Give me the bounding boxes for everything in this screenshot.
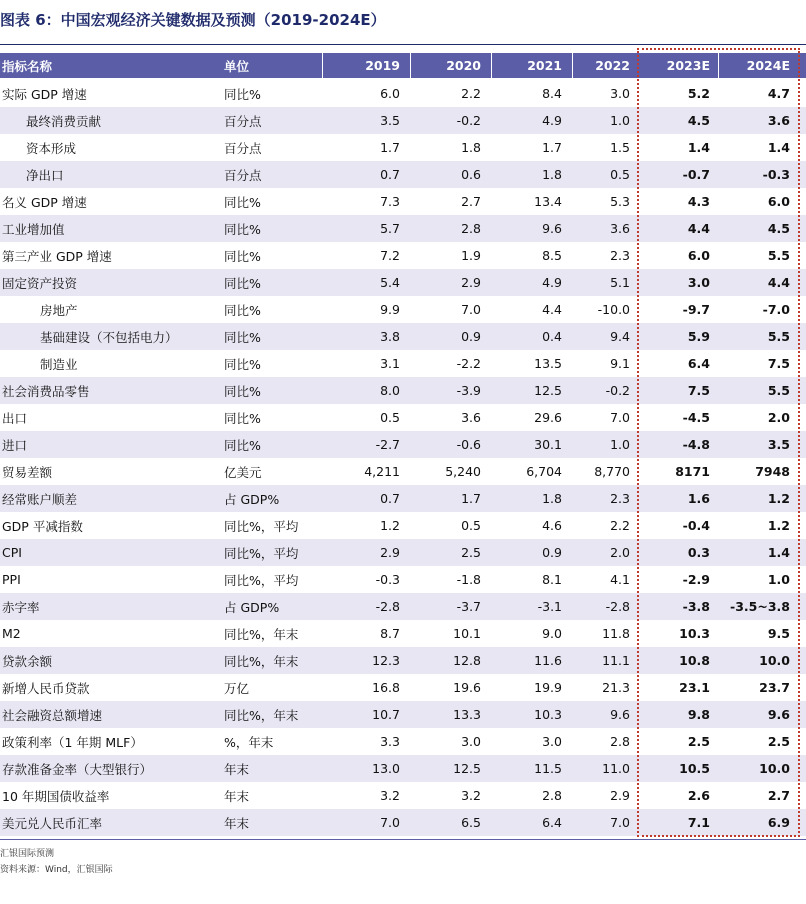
row-value-2019: -2.8	[375, 599, 400, 614]
row-indicator-name: 社会消费品零售	[2, 383, 90, 399]
row-value-2020: 12.5	[453, 761, 481, 776]
row-value-2024e: 6.9	[767, 815, 790, 830]
row-indicator-name: 社会融资总额增速	[2, 707, 103, 723]
row-unit: 年末	[224, 788, 250, 804]
row-value-2021: 1.7	[542, 140, 562, 155]
row-value-2019: 10.7	[372, 707, 400, 722]
row-value-2019: 7.2	[380, 248, 400, 263]
row-value-2019: -0.3	[375, 572, 400, 587]
row-value-2019: 5.7	[380, 221, 400, 236]
row-indicator-name: 进口	[2, 437, 28, 453]
row-value-2021: 1.8	[542, 167, 562, 182]
row-value-2023e: -9.7	[682, 302, 710, 317]
row-value-2021: 12.5	[534, 383, 562, 398]
row-value-2024e: 2.0	[767, 410, 790, 425]
row-value-2019: 3.5	[380, 113, 400, 128]
row-value-2020: 1.9	[461, 248, 481, 263]
row-value-2022: 11.1	[602, 653, 630, 668]
row-value-2023e: 6.4	[687, 356, 710, 371]
row-value-2023e: 1.6	[687, 491, 710, 506]
row-value-2022: -0.2	[605, 383, 630, 398]
row-value-2021: 13.4	[534, 194, 562, 209]
row-value-2020: 2.2	[461, 86, 481, 101]
row-value-2023e: -2.9	[682, 572, 710, 587]
row-value-2022: 9.1	[610, 356, 630, 371]
row-unit: 同比%，年末	[224, 626, 299, 642]
row-indicator-name: 工业增加值	[2, 221, 65, 237]
header-name: 指标名称	[2, 58, 53, 74]
row-value-2023e: -4.8	[682, 437, 710, 452]
row-value-2020: 1.7	[461, 491, 481, 506]
row-value-2024e: 1.4	[767, 545, 790, 560]
row-value-2020: 2.9	[461, 275, 481, 290]
row-value-2022: 9.6	[610, 707, 630, 722]
row-value-2019: 7.0	[380, 815, 400, 830]
row-indicator-name: 美元兑人民币汇率	[2, 815, 103, 831]
row-value-2022: 5.1	[610, 275, 630, 290]
row-value-2023e: 9.8	[687, 707, 710, 722]
row-value-2024e: 23.7	[759, 680, 790, 695]
row-value-2019: 0.7	[380, 167, 400, 182]
row-value-2021: 8.4	[542, 86, 562, 101]
row-value-2020: -1.8	[456, 572, 481, 587]
row-value-2023e: 6.0	[687, 248, 710, 263]
row-indicator-name: 新增人民币贷款	[2, 680, 90, 696]
header-year-2022: 2022	[595, 58, 630, 73]
row-unit: 同比%，平均	[224, 545, 299, 561]
row-value-2021: 13.5	[534, 356, 562, 371]
row-value-2019: 12.3	[372, 653, 400, 668]
row-value-2023e: 2.6	[687, 788, 710, 803]
header-year-2021: 2021	[527, 58, 562, 73]
row-value-2024e: -3.5~3.8	[730, 599, 790, 614]
row-value-2020: 1.8	[461, 140, 481, 155]
row-value-2023e: 10.3	[679, 626, 710, 641]
row-value-2021: 9.0	[542, 626, 562, 641]
row-unit: 同比%	[224, 356, 261, 372]
row-value-2019: 3.1	[380, 356, 400, 371]
row-value-2020: 0.5	[461, 518, 481, 533]
row-indicator-name: 政策利率（1 年期 MLF）	[2, 734, 143, 750]
row-indicator-name: 10 年期国债收益率	[2, 788, 110, 804]
row-value-2020: 3.6	[461, 410, 481, 425]
row-value-2019: 1.2	[380, 518, 400, 533]
row-value-2024e: 2.7	[767, 788, 790, 803]
row-indicator-name: GDP 平减指数	[2, 518, 83, 534]
row-value-2020: 3.0	[461, 734, 481, 749]
header-separator	[572, 53, 573, 78]
row-value-2020: 2.7	[461, 194, 481, 209]
row-value-2019: 13.0	[372, 761, 400, 776]
row-value-2021: -3.1	[537, 599, 562, 614]
row-value-2023e: 0.3	[687, 545, 710, 560]
row-value-2024e: 4.4	[767, 275, 790, 290]
row-indicator-name: 存款准备金率（大型银行）	[2, 761, 153, 777]
row-value-2020: 12.8	[453, 653, 481, 668]
row-value-2024e: 10.0	[759, 653, 790, 668]
row-value-2022: 2.9	[610, 788, 630, 803]
row-value-2021: 9.6	[542, 221, 562, 236]
row-unit: 同比%	[224, 383, 261, 399]
row-value-2022: 7.0	[610, 410, 630, 425]
row-indicator-name: 净出口	[26, 167, 64, 183]
row-value-2023e: 7.1	[687, 815, 710, 830]
forecast-highlight-box	[637, 48, 800, 837]
row-value-2023e: 4.4	[687, 221, 710, 236]
row-value-2022: 8,770	[594, 464, 630, 479]
row-value-2023e: 10.8	[679, 653, 710, 668]
row-value-2021: 8.1	[542, 572, 562, 587]
row-value-2024e: 4.7	[767, 86, 790, 101]
row-value-2022: 7.0	[610, 815, 630, 830]
row-value-2019: 3.8	[380, 329, 400, 344]
row-value-2022: 3.6	[610, 221, 630, 236]
row-unit: 同比%	[224, 221, 261, 237]
row-value-2019: 3.3	[380, 734, 400, 749]
row-value-2019: 3.2	[380, 788, 400, 803]
row-value-2020: 13.3	[453, 707, 481, 722]
row-unit: 年末	[224, 815, 250, 831]
row-unit: 同比%	[224, 302, 261, 318]
row-value-2024e: 9.5	[767, 626, 790, 641]
row-value-2022: 21.3	[602, 680, 630, 695]
row-value-2022: 4.1	[610, 572, 630, 587]
row-value-2020: 3.2	[461, 788, 481, 803]
row-unit: 万亿	[224, 680, 250, 696]
row-indicator-name: 制造业	[40, 356, 78, 372]
row-value-2024e: -0.3	[762, 167, 790, 182]
row-indicator-name: 实际 GDP 增速	[2, 86, 87, 102]
row-value-2019: 0.7	[380, 491, 400, 506]
row-value-2020: 19.6	[453, 680, 481, 695]
row-value-2021: 1.8	[542, 491, 562, 506]
row-value-2022: 2.8	[610, 734, 630, 749]
page-title: 图表 6：中国宏观经济关键数据及预测（2019-2024E）	[0, 11, 386, 29]
row-value-2021: 8.5	[542, 248, 562, 263]
row-value-2019: 6.0	[380, 86, 400, 101]
row-value-2021: 4.4	[542, 302, 562, 317]
row-unit: 同比%	[224, 437, 261, 453]
row-value-2020: -3.9	[456, 383, 481, 398]
row-value-2022: 2.3	[610, 248, 630, 263]
row-value-2022: 11.8	[602, 626, 630, 641]
row-value-2019: 9.9	[380, 302, 400, 317]
row-value-2020: -2.2	[456, 356, 481, 371]
row-value-2024e: 1.0	[767, 572, 790, 587]
row-unit: 同比%	[224, 329, 261, 345]
row-value-2021: 0.4	[542, 329, 562, 344]
row-value-2023e: -4.5	[682, 410, 710, 425]
row-unit: 同比%，平均	[224, 518, 299, 534]
row-value-2022: 3.0	[610, 86, 630, 101]
row-value-2023e: 5.9	[687, 329, 710, 344]
row-value-2023e: 3.0	[687, 275, 710, 290]
row-value-2020: -3.7	[456, 599, 481, 614]
row-value-2020: -0.6	[456, 437, 481, 452]
row-indicator-name: 名义 GDP 增速	[2, 194, 87, 210]
row-value-2024e: -7.0	[762, 302, 790, 317]
header-unit: 单位	[224, 58, 250, 74]
row-indicator-name: CPI	[2, 545, 22, 560]
row-value-2021: 4.9	[542, 113, 562, 128]
note-source: 资料来源：Wind，汇银国际	[0, 865, 113, 875]
row-value-2024e: 5.5	[767, 248, 790, 263]
row-value-2024e: 9.6	[767, 707, 790, 722]
header-separator	[491, 53, 492, 78]
row-indicator-name: 资本形成	[26, 140, 77, 156]
row-indicator-name: 最终消费贡献	[26, 113, 102, 129]
row-value-2023e: 2.5	[687, 734, 710, 749]
row-unit: 同比%，年末	[224, 653, 299, 669]
row-value-2023e: 5.2	[687, 86, 710, 101]
row-value-2019: -2.7	[375, 437, 400, 452]
header-separator	[410, 53, 411, 78]
row-value-2019: 16.8	[372, 680, 400, 695]
row-value-2022: 5.3	[610, 194, 630, 209]
row-value-2023e: 23.1	[679, 680, 710, 695]
row-value-2021: 4.9	[542, 275, 562, 290]
row-value-2020: -0.2	[456, 113, 481, 128]
row-value-2019: 0.5	[380, 410, 400, 425]
row-value-2023e: -0.7	[682, 167, 710, 182]
row-value-2022: 2.0	[610, 545, 630, 560]
row-indicator-name: 赤字率	[2, 599, 40, 615]
row-value-2020: 5,240	[445, 464, 481, 479]
note-forecast: 汇银国际预测	[0, 849, 55, 859]
header-year-2019: 2019	[365, 58, 400, 73]
row-value-2021: 30.1	[534, 437, 562, 452]
row-value-2023e: 4.5	[687, 113, 710, 128]
row-value-2022: -2.8	[605, 599, 630, 614]
row-value-2019: 4,211	[364, 464, 400, 479]
row-value-2019: 1.7	[380, 140, 400, 155]
row-value-2024e: 5.5	[767, 329, 790, 344]
row-value-2024e: 5.5	[767, 383, 790, 398]
row-indicator-name: 经常账户顺差	[2, 491, 78, 507]
row-value-2021: 11.6	[534, 653, 562, 668]
header-year-2024e: 2024E	[746, 58, 790, 73]
row-unit: 占 GDP%	[224, 491, 280, 507]
row-unit: 同比%	[224, 86, 261, 102]
table-bottom-rule	[0, 839, 806, 840]
row-value-2021: 6.4	[542, 815, 562, 830]
row-value-2019: 5.4	[380, 275, 400, 290]
row-indicator-name: 第三产业 GDP 增速	[2, 248, 112, 264]
row-value-2024e: 3.5	[767, 437, 790, 452]
row-indicator-name: 房地产	[40, 302, 78, 318]
row-value-2024e: 1.2	[767, 518, 790, 533]
row-value-2019: 8.0	[380, 383, 400, 398]
row-value-2024e: 4.5	[767, 221, 790, 236]
row-value-2022: 9.4	[610, 329, 630, 344]
row-value-2021: 2.8	[542, 788, 562, 803]
row-value-2021: 19.9	[534, 680, 562, 695]
row-value-2022: 0.5	[610, 167, 630, 182]
row-value-2020: 10.1	[453, 626, 481, 641]
row-value-2021: 3.0	[542, 734, 562, 749]
row-unit: 亿美元	[224, 464, 262, 480]
row-value-2020: 0.9	[461, 329, 481, 344]
row-unit: 年末	[224, 761, 250, 777]
row-value-2022: 1.5	[610, 140, 630, 155]
row-value-2024e: 1.4	[767, 140, 790, 155]
row-unit: 同比%	[224, 410, 261, 426]
row-value-2022: 1.0	[610, 437, 630, 452]
row-unit: 占 GDP%	[224, 599, 280, 615]
row-unit: 同比%	[224, 248, 261, 264]
row-value-2021: 0.9	[542, 545, 562, 560]
header-separator	[322, 53, 323, 78]
row-value-2024e: 2.5	[767, 734, 790, 749]
row-unit: 同比%，年末	[224, 707, 299, 723]
row-value-2024e: 10.0	[759, 761, 790, 776]
row-value-2021: 4.6	[542, 518, 562, 533]
row-unit: %，年末	[224, 734, 274, 750]
row-value-2020: 0.6	[461, 167, 481, 182]
row-value-2023e: 1.4	[687, 140, 710, 155]
row-indicator-name: 出口	[2, 410, 28, 426]
row-indicator-name: 基础建设（不包括电力）	[40, 329, 178, 345]
row-indicator-name: M2	[2, 626, 21, 641]
row-value-2023e: 10.5	[679, 761, 710, 776]
row-unit: 百分点	[224, 113, 262, 129]
row-value-2024e: 3.6	[767, 113, 790, 128]
row-value-2020: 2.8	[461, 221, 481, 236]
row-unit: 百分点	[224, 140, 262, 156]
row-indicator-name: PPI	[2, 572, 21, 587]
row-value-2023e: -3.8	[682, 599, 710, 614]
row-value-2024e: 6.0	[767, 194, 790, 209]
row-value-2024e: 1.2	[767, 491, 790, 506]
row-value-2022: 1.0	[610, 113, 630, 128]
row-value-2019: 2.9	[380, 545, 400, 560]
row-value-2021: 29.6	[534, 410, 562, 425]
row-indicator-name: 贷款余额	[2, 653, 53, 669]
row-value-2019: 8.7	[380, 626, 400, 641]
row-value-2024e: 7.5	[767, 356, 790, 371]
row-value-2021: 6,704	[526, 464, 562, 479]
row-indicator-name: 贸易差额	[2, 464, 53, 480]
title-divider	[0, 44, 806, 45]
row-value-2021: 11.5	[534, 761, 562, 776]
row-unit: 同比%	[224, 275, 261, 291]
row-value-2021: 10.3	[534, 707, 562, 722]
header-year-2020: 2020	[446, 58, 481, 73]
row-value-2023e: 8171	[675, 464, 710, 479]
row-value-2023e: 7.5	[687, 383, 710, 398]
row-unit: 百分点	[224, 167, 262, 183]
row-value-2020: 6.5	[461, 815, 481, 830]
row-indicator-name: 固定资产投资	[2, 275, 78, 291]
row-value-2022: 2.2	[610, 518, 630, 533]
row-value-2023e: -0.4	[682, 518, 710, 533]
row-value-2020: 2.5	[461, 545, 481, 560]
row-unit: 同比%，平均	[224, 572, 299, 588]
row-value-2024e: 7948	[755, 464, 790, 479]
row-value-2022: 11.0	[602, 761, 630, 776]
row-value-2023e: 4.3	[687, 194, 710, 209]
row-value-2019: 7.3	[380, 194, 400, 209]
row-unit: 同比%	[224, 194, 261, 210]
row-value-2022: -10.0	[597, 302, 630, 317]
header-year-2023e: 2023E	[666, 58, 710, 73]
row-value-2022: 2.3	[610, 491, 630, 506]
row-value-2020: 7.0	[461, 302, 481, 317]
